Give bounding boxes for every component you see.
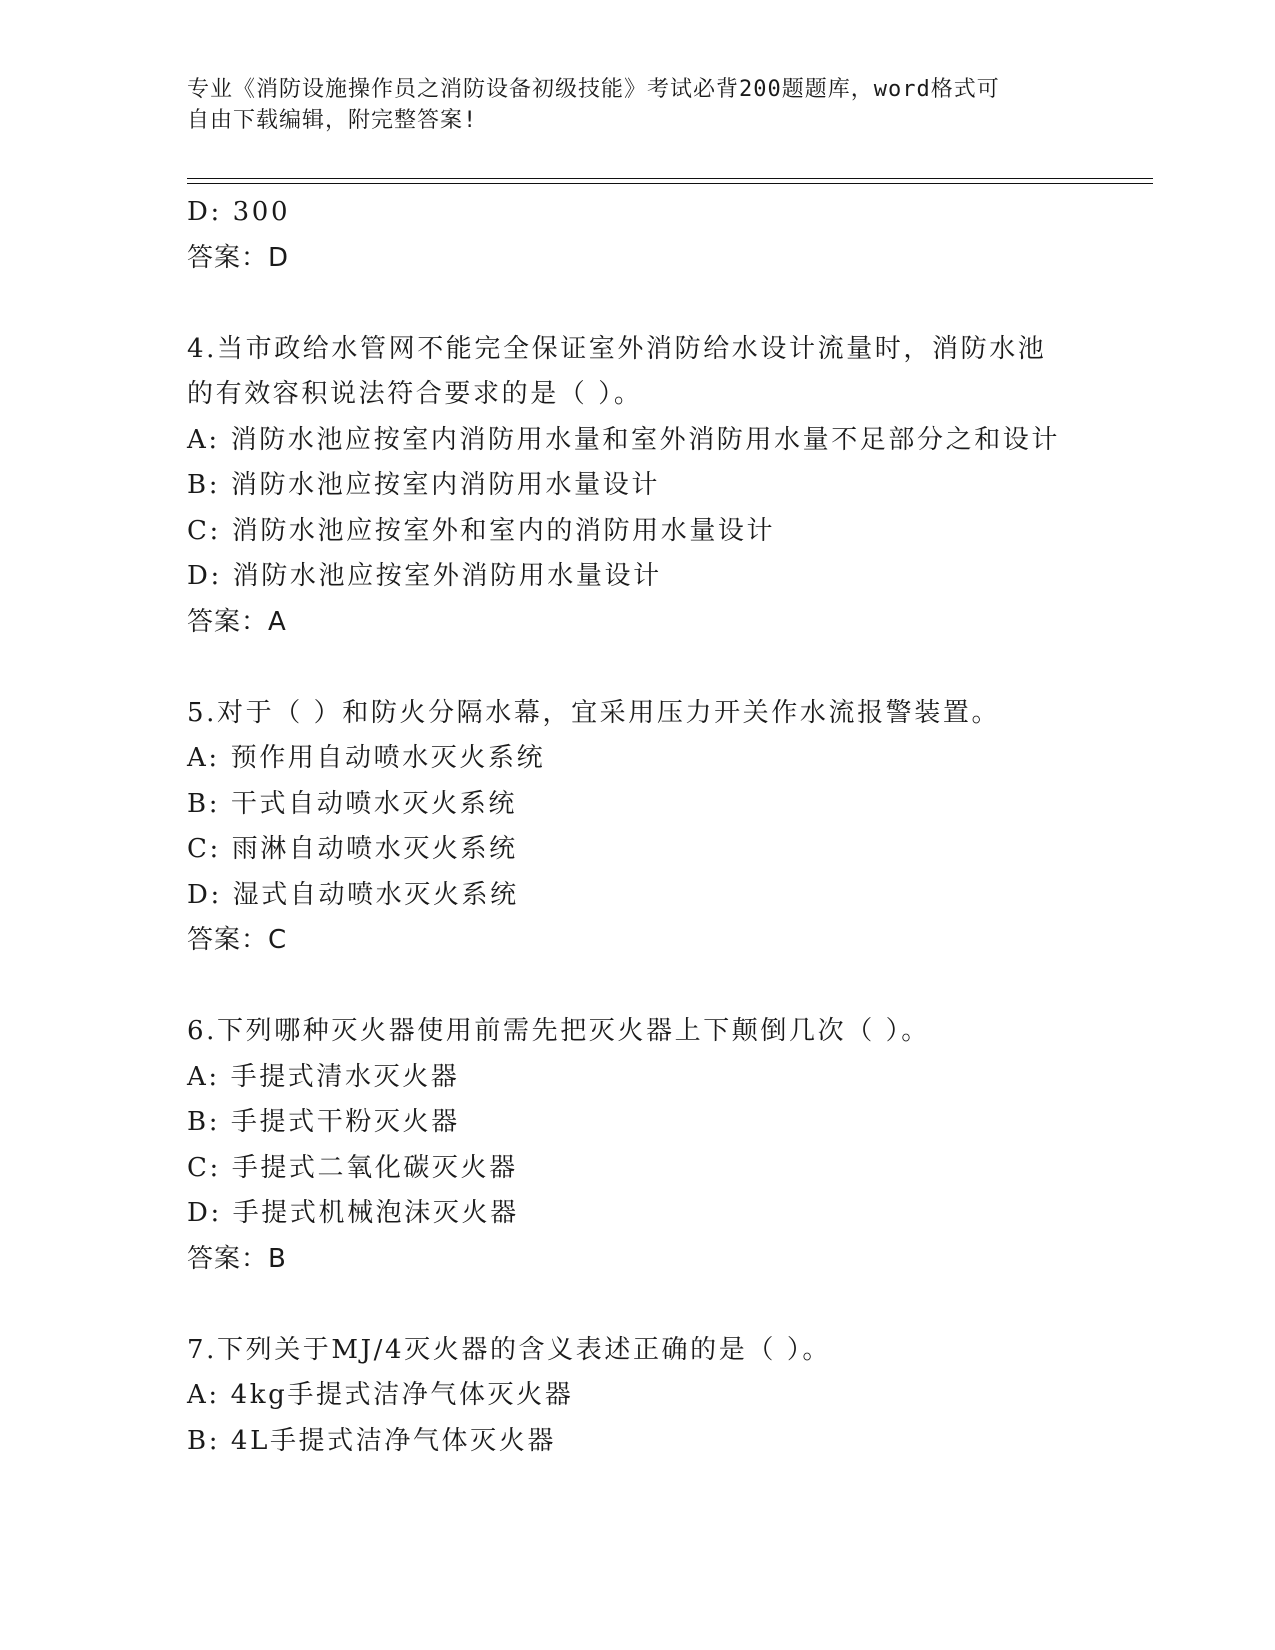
question-4 [187,327,1147,646]
question-6-option-d: D: 手提式机械泡沫灭火器 [187,1198,519,1228]
question-6-stem-line-1: 6.下列哪种灭火器使用前需先把灭火器上下颠倒几次（ ）。 [187,1016,930,1046]
question-5-stem-line-1: 5.对于（ ）和防火分隔水幕，宜采用压力开关作水流报警装置。 [187,697,1001,728]
question-6-option-c: C: 手提式二氧化碳灭火器 [187,1152,518,1183]
question-3-option-d: D: 300 [187,197,291,227]
question-3 [187,190,1147,281]
question-5-option-c: C: 雨淋自动喷水灭火系统 [187,834,518,864]
question-6-option-b: B: 手提式干粉灭火器 [187,1107,460,1137]
document-header [187,74,1087,136]
question-list [187,190,1147,1464]
spacer [187,964,1147,1010]
header-title-line-2: 自由下载编辑，附完整答案! [187,108,478,133]
question-5-option-d: D: 湿式自动喷水灭火系统 [187,879,519,910]
question-4-stem-line-1: 4.当市政给水管网不能完全保证室外消防给水设计流量时，消防水池 [187,333,1047,364]
header-rule-top [187,178,1153,179]
spacer [187,645,1147,691]
spacer [187,1282,1147,1328]
question-5-answer: 答案：C [187,925,288,955]
question-7-option-a: A: 4kg手提式洁净气体灭火器 [187,1380,574,1410]
question-4-option-b: B: 消防水池应按室内消防用水量设计 [187,470,660,500]
question-7 [187,1328,1147,1465]
header-title-line-1: 专业《消防设施操作员之消防设备初级技能》考试必背200题题库，word格式可 [187,77,1000,102]
question-5 [187,691,1147,964]
question-3-answer: 答案：D [187,242,290,273]
question-5-option-b: B: 干式自动喷水灭火系统 [187,788,517,819]
question-4-stem-line-2: 的有效容积说法符合要求的是（ ）。 [187,379,643,409]
question-7-stem-line-1: 7.下列关于MJ/4灭火器的含义表述正确的是（ ）。 [187,1334,832,1365]
question-5-option-a: A: 预作用自动喷水灭火系统 [187,743,546,773]
question-7-option-b: B: 4L手提式洁净气体灭火器 [187,1425,556,1456]
question-6 [187,1009,1147,1282]
question-4-option-c: C: 消防水池应按室外和室内的消防用水量设计 [187,515,776,546]
question-4-option-d: D: 消防水池应按室外消防用水量设计 [187,561,662,591]
question-4-answer: 答案：A [187,606,287,637]
question-4-option-a: A: 消防水池应按室内消防用水量和室外消防用水量不足部分之和设计 [187,424,1061,455]
spacer [187,281,1147,327]
header-rule-bottom [187,183,1153,184]
question-6-option-a: A: 手提式清水灭火器 [187,1061,460,1092]
question-6-answer: 答案：B [187,1243,287,1274]
